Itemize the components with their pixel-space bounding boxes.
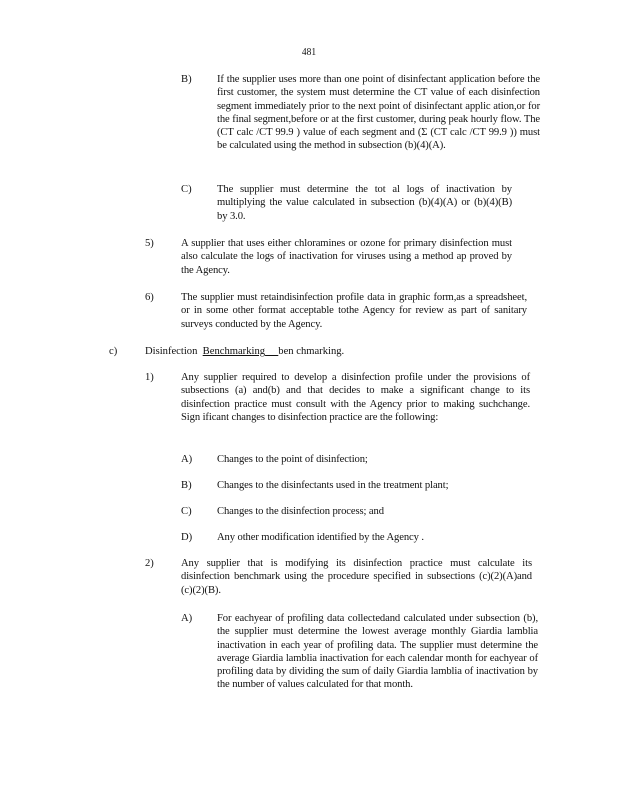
item-text-c: The supplier must determine the tot al logs of inactivation by multiplying the value calculated in subsection (b)(4)(A) or (b)(4)(B) by 3.0. [217,184,512,222]
section-heading [145,345,344,358]
item-label-d1: D) [181,532,193,543]
item-text-2: Any supplier that is modifying its disinfection practice must calculate its disinfection benchmark using the procedure specified in subsections (c)(2)(A)and (c)(2)(B). [181,558,532,596]
item-text-1: Any supplier required to develop a disinfection profile under the provisions of subsections (a) and(b) and that decides to make a significant change to its disinfection practice must consult with the Agency prior to making suchchange. Sign ificant changes to disinfection practice are the following: [181,372,530,423]
item-text-a2: For eachyear of profiling data collectedand calculated under subsection (b), the supplier must determine the lowest average monthly Giardia lamblia inactivation in each year of profiling data. The supplier must determine the average Giardia lamblia inactivation for each calendar month for eachyear of profiling data by dividing the sum of daily Giardia lamblia of inactivation by the number of values calculated for that month. [217,613,538,691]
item-label-2: 2) [145,558,154,569]
item-text-a1: Changes to the point of disinfection; [217,454,368,465]
heading-underlined: Benchmarking [202,346,266,357]
item-text-5: A supplier that uses either chloramines or ozone for primary disinfection must also calculate the logs of inactivation for viruses using a method ap proved by the Agency. [181,238,512,276]
item-text-b1: Changes to the disinfectants used in the treatment plant; [217,480,449,491]
heading-prefix: Disinfection [145,346,198,357]
item-text-6: The supplier must retaindisinfection profile data in graphic form,as a spreadsheet, or in some other format acceptable tothe Agency for review as part of sanitary surveys conducted by the Agency. [181,292,527,330]
item-text-c1: Changes to the disinfection process; and [217,506,384,517]
item-label-c: C) [181,184,192,195]
item-label-b1: B) [181,480,192,491]
section-label-c: c) [109,346,118,357]
item-label-b: B) [181,74,192,85]
item-label-a2: A) [181,613,193,624]
item-label-6: 6) [145,292,154,303]
page-number: 481 [301,46,317,58]
item-label-a1: A) [181,454,193,465]
item-text-d1: Any other modification identified by the Agency . [217,532,424,543]
item-label-1: 1) [145,372,154,383]
item-label-c1: C) [181,506,192,517]
item-label-5: 5) [145,238,154,249]
item-text-b: If the supplier uses more than one point of disinfectant application before the first customer, the system must determine the CT value of each disinfection segment immediately prior to the next point of disinfectant applic ation,or for the final segment,before or at the first customer, during peak hourly flow. The (CT calc /CT 99.9 ) value of each segment and (Σ (CT calc /CT 99.9 )) must be calculated using the method in subsection (b)(4)(A). [217,74,540,152]
heading-suffix: ben chmarking. [278,346,345,357]
